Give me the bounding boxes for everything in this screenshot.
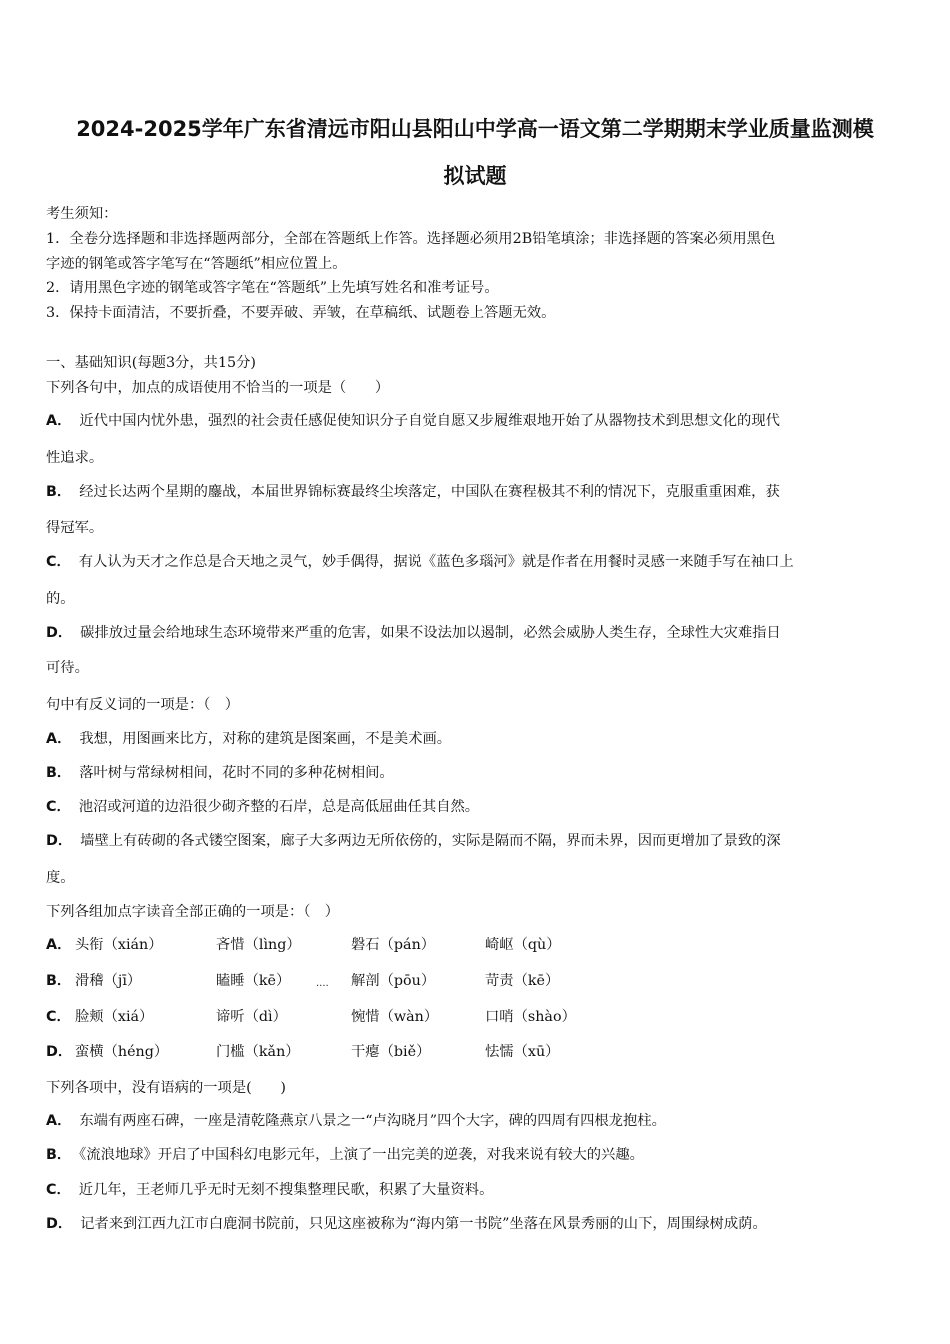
reading-cell: 吝惜（lìng） — [216, 937, 301, 953]
reading-cell: 磐石（pán） — [351, 937, 436, 953]
reading-cell: 干瘪（biě） — [351, 1044, 431, 1060]
option-text: 有人认为天才之作总是合天地之灵气，妙手偶得，据说《蓝色多瑙河》就是作者在用餐时灵感一来随手写在袖口上 — [78, 554, 794, 570]
section-heading: 一、基础知识(每题3分，共15分) — [46, 355, 257, 371]
option-line — [46, 830, 781, 850]
reading-cell: 苛责（kē） — [485, 973, 560, 989]
reading-cell: 崎岖（qù） — [485, 937, 561, 953]
reading-cell: 瞌睡（kē） — [216, 973, 291, 989]
option-text: 墙壁上有砖砌的各式镂空图案，廊子大多两边无所依傍的，实际是隔而不隔，界而未界，因而更增加了景致的深 — [80, 833, 781, 849]
option-continuation: 的。 — [46, 591, 75, 607]
option-line — [46, 1213, 767, 1233]
option-continuation: 度。 — [46, 870, 75, 886]
option-continuation: 得冠军。 — [46, 520, 104, 536]
emphasis-dots: .... — [316, 978, 329, 989]
reading-cell: 解剖（pōu） — [351, 973, 436, 989]
option-line — [46, 622, 781, 642]
reading-cell: 谛听（dì） — [216, 1009, 287, 1025]
option-line — [46, 481, 780, 501]
reading-cell: 脸颊（xiá） — [75, 1009, 154, 1025]
notice-item: 2．请用黑色字迹的钢笔或答字笔在“答题纸”上先填写姓名和准考证号。 — [46, 280, 499, 296]
option-text: 近几年，王老师几乎无时无刻不搜集整理民歌，积累了大量资料。 — [78, 1182, 494, 1198]
option-line — [46, 796, 479, 816]
option-label: C． — [46, 554, 71, 570]
option-label: C． — [46, 1182, 71, 1198]
option-label: B． — [46, 973, 72, 989]
option-label: A． — [46, 413, 72, 429]
question-stem: 下列各组加点字读音全部正确的一项是：（ ） — [46, 904, 340, 920]
option-line — [46, 1179, 493, 1199]
option-text: 记者来到江西九江市白鹿洞书院前，只见这座被称为“海内第一书院”坐落在风景秀丽的山下，周围绿树成荫。 — [80, 1216, 767, 1232]
option-label: A． — [46, 937, 72, 953]
option-label: D． — [46, 833, 73, 849]
question-stem: 下列各句中，加点的成语使用不恰当的一项是（ ） — [46, 380, 390, 396]
option-text: 落叶树与常绿树相间，花时不同的多种花树相间。 — [79, 765, 394, 781]
option-line — [46, 762, 394, 782]
exam-title-line2: 拟试题 — [443, 164, 507, 188]
option-label: B． — [46, 1147, 72, 1163]
reading-cell: 怯懦（xū） — [485, 1044, 560, 1060]
option-label: A． — [46, 1113, 72, 1129]
option-line — [46, 1144, 644, 1164]
notice-item: 1．全卷分选择题和非选择题两部分，全部在答题纸上作答。选择题必须用2B铅笔填涂；非选择题的答案必须用黑色 — [46, 231, 776, 247]
option-text: 东端有两座石碑，一座是清乾隆燕京八景之一“卢沟晓月”四个大字，碑的四周有四根龙抱柱。 — [79, 1113, 666, 1129]
option-label: D． — [46, 1044, 73, 1060]
option-line — [46, 728, 451, 748]
option-label: B． — [46, 484, 72, 500]
option-line — [46, 1110, 666, 1130]
notice-item: 字迹的钢笔或答字笔写在“答题纸”相应位置上。 — [46, 256, 347, 272]
option-continuation: 可待。 — [46, 660, 89, 676]
option-label: C． — [46, 799, 71, 815]
reading-cell: 滑稽（jī） — [75, 973, 142, 989]
question-stem: 句中有反义词的一项是：（ ） — [46, 697, 240, 713]
option-label: A． — [46, 731, 72, 747]
option-text: 池沼或河道的边沿很少砌齐整的石岸，总是高低屈曲任其自然。 — [78, 799, 480, 815]
notice-heading: 考生须知： — [46, 206, 118, 222]
option-label: D． — [46, 1216, 73, 1232]
reading-cell: 头衔（xián） — [75, 937, 163, 953]
option-label: D． — [46, 625, 73, 641]
option-label: B． — [46, 765, 72, 781]
reading-cell: 口哨（shào） — [485, 1009, 576, 1025]
option-text: 碳排放过量会给地球生态环境带来严重的危害，如果不设法加以遏制，必然会威胁人类生存，全球性大灾难指日 — [80, 625, 781, 641]
reading-cell: 惋惜（wàn） — [351, 1009, 439, 1025]
notice-item: 3．保持卡面清洁，不要折叠，不要弄破、弄皱，在草稿纸、试题卷上答题无效。 — [46, 305, 556, 321]
reading-row — [46, 1006, 79, 1026]
option-text: 我想，用图画来比方，对称的建筑是图案画，不是美术画。 — [79, 731, 452, 747]
option-line — [46, 410, 780, 430]
option-line — [46, 551, 794, 571]
option-label: C． — [46, 1009, 71, 1025]
option-text: 经过长达两个星期的鏖战，本届世界锦标赛最终尘埃落定，中国队在赛程极其不利的情况下，克服重重困难，获 — [79, 484, 780, 500]
exam-title-line1: 2024-2025学年广东省清远市阳山县阳山中学高一语文第二学期期末学业质量监测模 — [76, 117, 874, 141]
question-stem: 下列各项中，没有语病的一项是( ) — [46, 1080, 286, 1096]
reading-cell: 门槛（kǎn） — [216, 1044, 300, 1060]
option-continuation: 性追求。 — [46, 450, 104, 466]
reading-cell: 蛮横（héng） — [75, 1044, 169, 1060]
option-text: 《流浪地球》开启了中国科幻电影元年，上演了一出完美的逆袭，对我来说有较大的兴趣。 — [79, 1147, 644, 1163]
option-text: 近代中国内忧外患，强烈的社会责任感促使知识分子自觉自愿又步履维艰地开始了从器物技术到思想文化的现代 — [79, 413, 780, 429]
